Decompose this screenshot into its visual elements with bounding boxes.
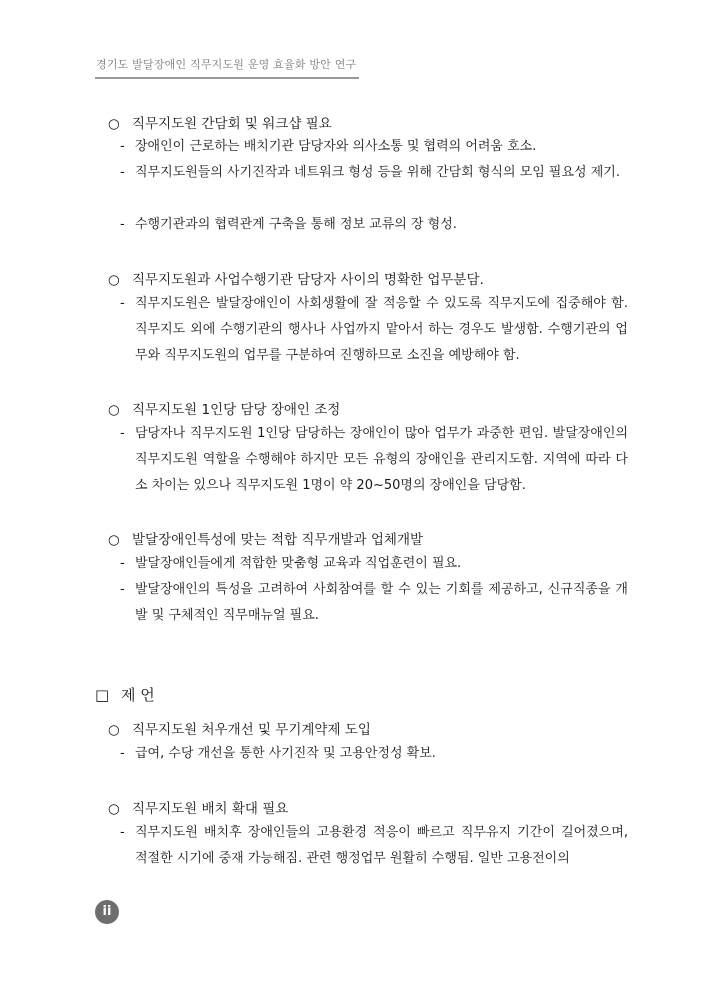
list-item — [120, 160, 628, 186]
list-item — [120, 134, 628, 160]
proposal-title: 제 언 — [121, 686, 155, 704]
section-heading-text: 발달장애인특성에 맞는 적합 직무개발과 업체개발 — [132, 532, 424, 548]
list-item-text: 직무지도원들의 사기진작과 네트워크 형성 등을 위해 간담회 형식의 모임 필요성 제기. — [135, 165, 620, 180]
list-item — [120, 577, 628, 629]
dash-bullet: - — [120, 582, 125, 597]
page-number-badge: ii — [95, 900, 119, 924]
section-heading — [108, 718, 371, 738]
list-item-text: 급여, 수당 개선을 통한 사기진작 및 고용안정성 확보. — [135, 746, 436, 761]
list-item — [120, 421, 628, 499]
circle-bullet: ○ — [108, 402, 120, 418]
dash-bullet: - — [120, 556, 125, 571]
section-heading — [108, 112, 332, 132]
list-item-text: 담당자나 직무지도원 1인당 담당하는 장애인이 많아 업무가 과중한 편임. 발달장애인의 직무지도원 역할을 수행해야 하지만 모든 유형의 장애인을 관리지도함. 지역에 따라 다소 차이는 있으나 직무지도원 1명이 약 20~50명의 장애인을 담당함. — [135, 426, 628, 493]
list-item-text: 발달장애인들에게 적합한 맞춤형 교육과 직업훈련이 필요. — [135, 556, 462, 571]
dash-bullet: - — [120, 825, 125, 840]
dash-bullet: - — [120, 139, 125, 154]
circle-bullet: ○ — [108, 532, 120, 548]
section-heading — [108, 268, 484, 288]
list-item-text: 수행기관과의 협력관계 구축을 통해 정보 교류의 장 형성. — [135, 217, 457, 232]
circle-bullet: ○ — [108, 116, 120, 132]
dash-bullet: - — [120, 165, 125, 180]
list-item-text: 장애인이 근로하는 배치기관 담당자와 의사소통 및 협력의 어려움 호소. — [135, 139, 537, 154]
circle-bullet: ○ — [108, 722, 120, 738]
list-item-text: 발달장애인의 특성을 고려하여 사회참여를 할 수 있는 기회를 제공하고, 신규직종을 개발 및 구체적인 직무매뉴얼 필요. — [135, 582, 628, 623]
section-heading — [108, 398, 340, 418]
list-item — [120, 820, 628, 872]
circle-bullet: ○ — [108, 801, 120, 817]
box-bullet: □ — [95, 686, 110, 704]
section-heading-text: 직무지도원 1인당 담당 장애인 조정 — [132, 402, 341, 418]
circle-bullet: ○ — [108, 272, 120, 288]
section-heading-text: 직무지도원 처우개선 및 무기계약제 도입 — [132, 722, 371, 738]
dash-bullet: - — [120, 746, 125, 761]
section-heading-text: 직무지도원과 사업수행기관 담당자 사이의 명확한 업무분담. — [132, 272, 484, 288]
section-heading — [108, 528, 423, 548]
dash-bullet: - — [120, 426, 125, 441]
list-item — [120, 291, 628, 369]
dash-bullet: - — [120, 217, 125, 232]
running-header: 경기도 발달장애인 직무지도원 운영 효율화 방안 연구 — [96, 58, 357, 71]
section-heading — [108, 797, 288, 817]
dash-bullet: - — [120, 296, 125, 311]
list-item-text: 직무지도원은 발달장애인이 사회생활에 잘 적응할 수 있도록 직무지도에 집중해야 함. 직무지도 외에 수행기관의 행사나 사업까지 맡아서 하는 경우도 발생함. 수행기관의 업무와 직무지도원의 업무를 구분하여 진행하므로 소진을 예방해야 함. — [135, 296, 628, 363]
proposal-heading — [95, 684, 155, 705]
list-item — [120, 212, 628, 238]
list-item-text: 직무지도원 배치후 장애인들의 고용환경 적응이 빠르고 직무유지 기간이 길어졌으며, 적절한 시기에 중재 가능해짐. 관련 행정업무 원활히 수행됨. 일반 고용전이의 — [135, 825, 628, 866]
header-rule — [95, 77, 359, 79]
section-heading-text: 직무지도원 배치 확대 필요 — [132, 801, 289, 817]
list-item — [120, 551, 628, 577]
list-item — [120, 741, 628, 767]
section-heading-text: 직무지도원 간담회 및 워크샵 필요 — [132, 116, 332, 132]
